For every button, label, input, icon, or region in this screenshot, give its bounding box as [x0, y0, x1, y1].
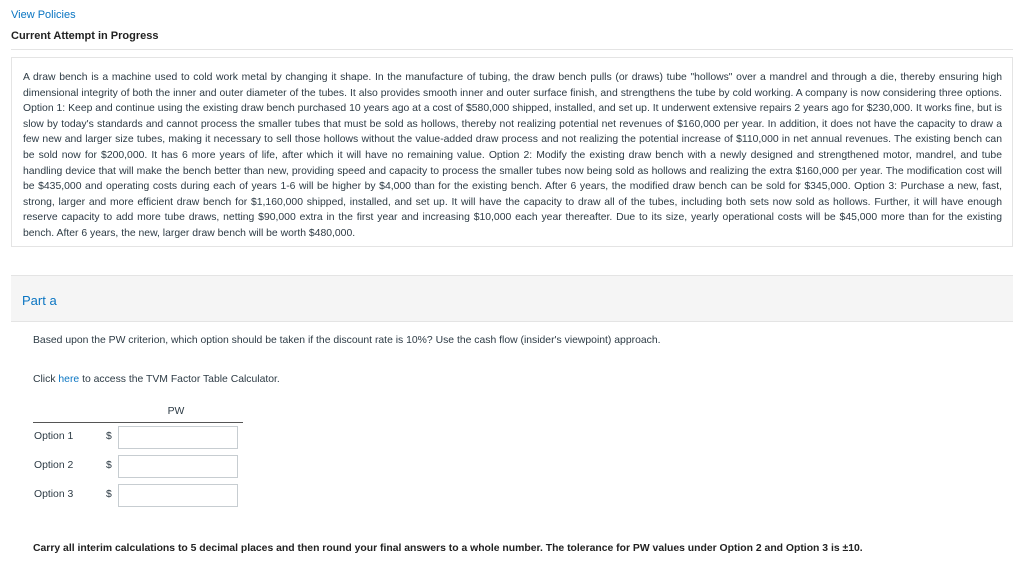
option-3-pw-input[interactable]	[118, 484, 238, 507]
tvm-prefix: Click	[33, 374, 59, 385]
pw-column-header: PW	[167, 406, 185, 417]
option-3-label: Option 3	[34, 489, 74, 500]
rounding-note: Carry all interim calculations to 5 decimal places and then round your final answers to a whole number. The tolerance for PW values under Option 2 and Option 3 is ±10.	[33, 543, 863, 554]
option-1-label: Option 1	[34, 431, 74, 442]
view-policies-link[interactable]: View Policies	[11, 9, 76, 21]
option-3-currency: $	[106, 489, 112, 500]
problem-statement-box	[11, 57, 1013, 247]
tvm-calculator-line	[33, 374, 280, 385]
tvm-calculator-link[interactable]: here	[58, 374, 80, 385]
pw-header-rule	[33, 422, 243, 423]
problem-statement-text: A draw bench is a machine used to cold work metal by changing it shape. In the manufacture of tubing, the draw bench pulls (or draws) tube "hollows" over a mandrel and through a die, thereby ensuring high dimensional integrity of both the inner and outer diameter of the tubes. It also provides smooth inner and outer surface finish, and strengthens the tube by cold working. A company is now considering three options. Option 1: Keep and continue using the existing draw bench purchased 10 years ago at a cost of $580,000 shipped, installed, and set up. It underwent extensive repairs 2 years ago for $230,000. It works fine, but is slow by today's standards and cannot process the smaller tubes that must be sold as hollows, thereby not realizing potential net revenues of $160,000 per year. In addition, it does not have the capacity to draw a few new and larger size tubes, making it necessary to sell those hollows without the value-added draw process and not realizing the potential increase of $110,000 in net annual revenues. The existing bench can be sold now for $200,000. It has 6 more years of life, after which it will have no remaining value. Option 2: Modify the existing draw bench with a newly designed and strengthened motor, mandrel, and tube handling device that will make the bench better than new, providing speed and capacity to process the smaller tubes now being sold as hollows and realizing the extra $160,000 per year. The modification cost will be $435,000 and operating costs during each of years 1-6 will be higher by $4,000 than for the existing bench. After 6 years, the modified draw bench can be sold for $345,000. Option 3: Purchase a new, fast, strong, larger and more efficient draw bench for $1,160,000 shipped, installed, and set up. It will have the capacity to draw all of the tubes, including both sets now sold as hollows. Further, it will have enough reserve capacity to add more tube draws, netting $90,000 extra in the first year and increasing $10,000 each year thereafter. Due to its size, yearly operational costs will be $45,000 more than for the existing bench. After 6 years, the new, larger draw bench will be worth $480,000.	[23, 72, 1002, 239]
header-divider	[11, 49, 1013, 50]
option-2-pw-input[interactable]	[118, 455, 238, 478]
option-1-pw-input[interactable]	[118, 426, 238, 449]
question-text: Based upon the PW criterion, which option should be taken if the discount rate is 10%? Use the cash flow (insider's viewpoint) approach.	[33, 335, 661, 346]
tvm-suffix: to access the TVM Factor Table Calculator.	[79, 374, 280, 385]
part-a-label[interactable]: Part a	[22, 293, 57, 308]
option-2-currency: $	[106, 460, 112, 471]
option-1-currency: $	[106, 431, 112, 442]
attempt-title: Current Attempt in Progress	[11, 30, 159, 42]
option-2-label: Option 2	[34, 460, 74, 471]
part-a-header[interactable]	[11, 275, 1013, 322]
